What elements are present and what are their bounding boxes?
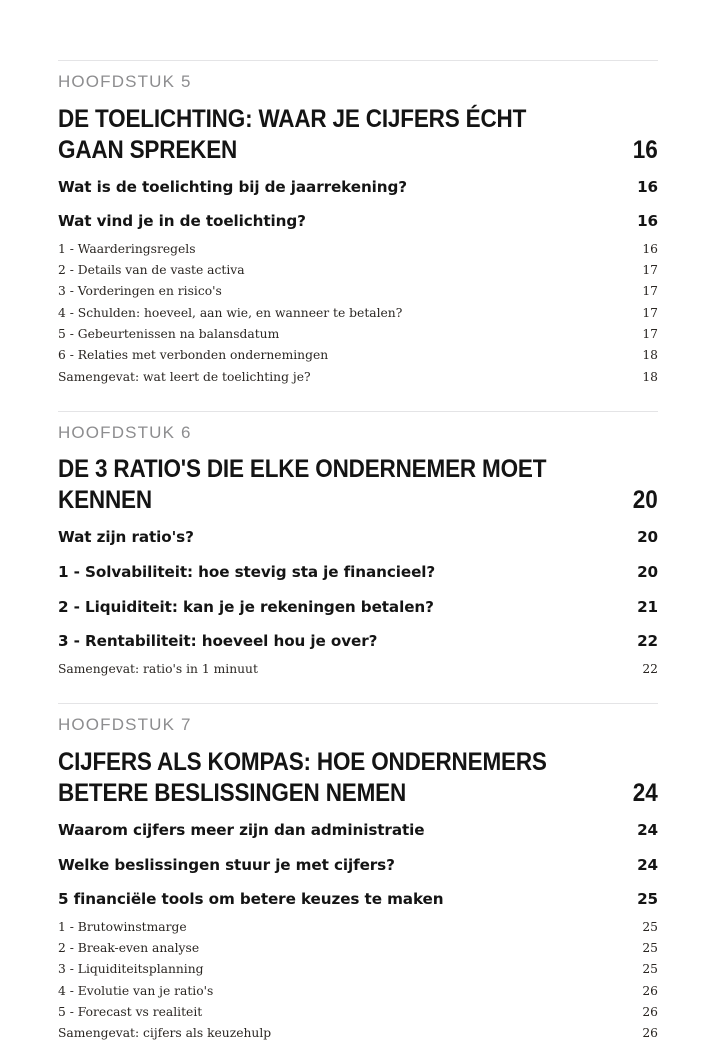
chapter-label: HOOFDSTUK 5 — [58, 72, 192, 91]
toc-subitem-page-number: 26 — [642, 983, 658, 998]
toc-subitem-label: Samengevat: cijfers als keuzehulp — [58, 1026, 272, 1041]
chapter-page-number: 20 — [632, 486, 658, 515]
toc-section-page-number: 21 — [637, 597, 658, 616]
toc-subitem-row[interactable] — [58, 1023, 658, 1044]
toc-section-label: Wat vind je in de toelichting? — [58, 212, 306, 231]
toc-subitem-row[interactable] — [58, 938, 658, 959]
toc-section-label: 1 - Solvabiliteit: hoe stevig sta je financieel? — [58, 563, 436, 582]
chapter-title: DE 3 RATIO'S DIE ELKE ONDERNEMER MOET KENNEN — [58, 455, 547, 515]
toc-section-row[interactable] — [58, 627, 658, 657]
toc-subitem-row[interactable] — [58, 303, 658, 324]
toc-subitem-page-number: 18 — [642, 369, 658, 384]
chapter-page-number: 24 — [632, 778, 658, 807]
toc-section-row[interactable] — [58, 593, 658, 623]
toc-subitem-page-number: 16 — [642, 241, 658, 256]
chapter-page-number: 16 — [632, 135, 658, 164]
toc-subitem-label: 5 - Gebeurtenissen na balansdatum — [58, 326, 280, 341]
toc-subitem-label: 3 - Liquiditeitsplanning — [58, 962, 204, 977]
toc-section-page-number: 24 — [637, 855, 658, 874]
toc-section-row[interactable] — [58, 558, 658, 588]
toc-subitem-page-number: 18 — [642, 348, 658, 363]
toc-subitem-page-number: 17 — [642, 305, 658, 320]
toc-subitem-page-number: 22 — [642, 661, 658, 676]
toc-section-label: 3 - Rentabiliteit: hoeveel hou je over? — [58, 632, 378, 651]
toc-subitem-label: 5 - Forecast vs realiteit — [58, 1004, 203, 1019]
toc-subitem-label: 6 - Relaties met verbonden ondernemingen — [58, 348, 329, 363]
toc-subitem-page-number: 26 — [642, 1004, 658, 1019]
toc-subitem-row[interactable] — [58, 659, 658, 680]
toc-section-page-number: 22 — [637, 632, 658, 651]
toc-section-label: Wat is de toelichting bij de jaarrekening? — [58, 177, 407, 196]
toc-subitem-row[interactable] — [58, 959, 658, 980]
toc-chapter-list — [58, 60, 658, 1044]
toc-subitem-row[interactable] — [58, 981, 658, 1002]
toc-section-row[interactable] — [58, 851, 658, 881]
chapter-label: HOOFDSTUK 6 — [58, 422, 192, 442]
toc-subitem-row[interactable] — [58, 367, 658, 388]
chapter-title-row[interactable] — [58, 104, 658, 166]
toc-subitem-row[interactable] — [58, 281, 658, 302]
toc-subitem-page-number: 26 — [642, 1026, 658, 1041]
toc-subitem-label: 4 - Evolutie van je ratio's — [58, 983, 214, 998]
toc-subitem-page-number: 25 — [642, 962, 658, 977]
toc-subitem-label: 4 - Schulden: hoeveel, aan wie, en wanneer te betalen? — [58, 305, 403, 320]
toc-subitem-row[interactable] — [58, 260, 658, 281]
chapter-block — [58, 411, 658, 680]
toc-subitem-label: 2 - Details van de vaste activa — [58, 263, 245, 278]
chapter-title-row[interactable] — [58, 454, 658, 516]
toc-section-page-number: 24 — [637, 820, 658, 839]
toc-subitem-row[interactable] — [58, 239, 658, 260]
chapter-label: HOOFDSTUK 7 — [58, 715, 192, 735]
toc-subitem-row[interactable] — [58, 324, 658, 345]
toc-section-label: 2 - Liquiditeit: kan je je rekeningen betalen? — [58, 597, 434, 616]
toc-section-page-number: 20 — [637, 563, 658, 582]
toc-section-label: Wat zijn ratio's? — [58, 528, 194, 547]
toc-section-row[interactable] — [58, 173, 658, 203]
toc-section-row[interactable] — [58, 816, 658, 846]
chapter-block — [58, 60, 658, 388]
chapter-block — [58, 703, 658, 1044]
toc-subitem-page-number: 25 — [642, 919, 658, 934]
toc-section-page-number: 25 — [637, 890, 658, 909]
chapter-title: DE TOELICHTING: WAAR JE CIJFERS ÉCHT GAAN SPREKEN — [58, 104, 527, 164]
toc-subitem-row[interactable] — [58, 345, 658, 366]
chapter-title-row[interactable] — [58, 747, 658, 809]
toc-subitem-label: 1 - Brutowinstmarge — [58, 919, 187, 934]
toc-section-row[interactable] — [58, 207, 658, 237]
chapter-title: CIJFERS ALS KOMPAS: HOE ONDERNEMERS BETERE BESLISSINGEN NEMEN — [58, 747, 547, 807]
toc-subitem-label: 3 - Vorderingen en risico's — [58, 284, 222, 299]
toc-subitem-page-number: 25 — [642, 941, 658, 956]
toc-subitem-page-number: 17 — [642, 284, 658, 299]
toc-subitem-label: Samengevat: wat leert de toelichting je? — [58, 369, 311, 384]
toc-section-page-number: 16 — [637, 177, 658, 196]
toc-subitem-label: 2 - Break-even analyse — [58, 941, 200, 956]
toc-section-label: Welke beslissingen stuur je met cijfers? — [58, 855, 395, 874]
toc-section-row[interactable] — [58, 885, 658, 915]
toc-section-label: 5 financiële tools om betere keuzes te maken — [58, 890, 444, 909]
toc-section-row[interactable] — [58, 523, 658, 553]
toc-section-page-number: 16 — [637, 212, 658, 231]
toc-subitem-row[interactable] — [58, 917, 658, 938]
toc-section-page-number: 20 — [637, 528, 658, 547]
toc-subitem-label: Samengevat: ratio's in 1 minuut — [58, 661, 258, 676]
toc-subitem-page-number: 17 — [642, 263, 658, 278]
toc-subitem-label: 1 - Waarderingsregels — [58, 241, 196, 256]
toc-subitem-page-number: 17 — [642, 326, 658, 341]
toc-section-label: Waarom cijfers meer zijn dan administratie — [58, 820, 425, 839]
toc-subitem-row[interactable] — [58, 1002, 658, 1023]
